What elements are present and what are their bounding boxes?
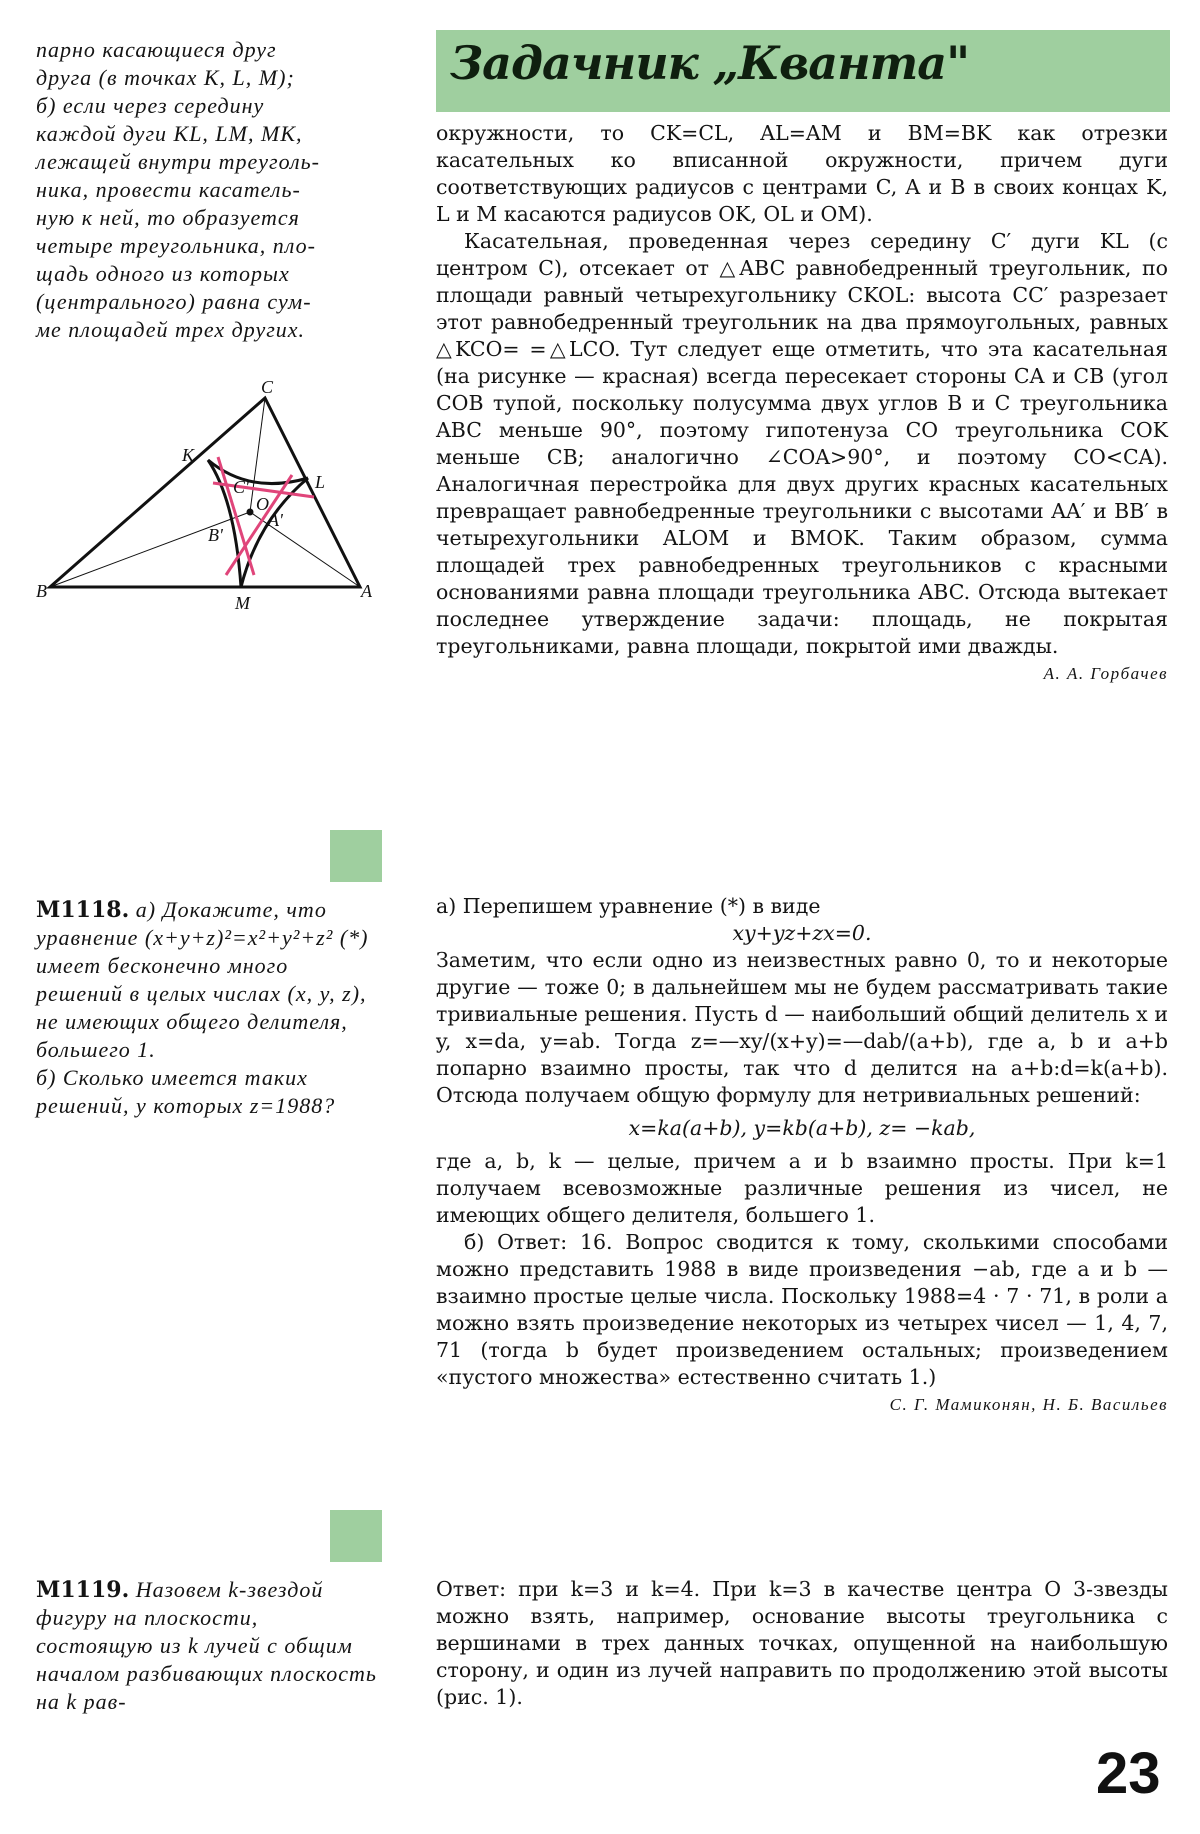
solution-1117 bbox=[436, 120, 1168, 687]
solution-1119-p1: Ответ: при k=3 и k=4. При k=3 в качестве центра O 3-звезды можно взять, например, основание высоты треугольника с вершинами в трех данных точках, опущенной на наибольшую сторону, и один из лучей направить по продолжению этой высоты (рис. 1). bbox=[436, 1577, 1168, 1709]
intro-line: каждой дуги KL, LM, MK, bbox=[36, 121, 303, 146]
intro-line: ника, провести касатель- bbox=[36, 177, 301, 202]
problem-1119-text: Назовем k-звездой фигуру на плоскости, состоящую из k лучей с общим началом разбивающих плоскость на k рав- bbox=[36, 1577, 377, 1714]
problem-1118-text-b: б) Сколько имеется таких решений, у которых z=1988? bbox=[36, 1065, 336, 1118]
problem-1118 bbox=[36, 896, 380, 1120]
intro-line: б) если через середину bbox=[36, 93, 265, 118]
solution-1117-p1: окружности, то CK=CL, AL=AM и BM=BK как отрезки касательных ко вписанной окружности, причем дуги соответствующих радиусов с центрами C, A и B в своих концах K, L и M касаются радиусов OK, OL и OM). bbox=[436, 121, 1168, 226]
label-bprime: B' bbox=[208, 525, 223, 545]
section-marker bbox=[330, 830, 382, 882]
label-o: O bbox=[256, 494, 269, 514]
intro-line: ную к ней, то образуется bbox=[36, 205, 300, 230]
intro-line: лежащей внутри треуголь- bbox=[36, 149, 320, 174]
section-marker bbox=[330, 1510, 382, 1562]
solution-1118 bbox=[436, 893, 1168, 1418]
header-band bbox=[436, 30, 1170, 112]
journal-section-title: Задачник „Кванта" bbox=[450, 36, 970, 90]
author-1117: А. А. Горбачев bbox=[1043, 664, 1168, 683]
label-k: K bbox=[182, 445, 195, 465]
equation-2: x=ka(a+b), y=kb(a+b), z= −kab, bbox=[628, 1116, 976, 1140]
author-1118: С. Г. Мамиконян, Н. Б. Васильев bbox=[889, 1395, 1168, 1414]
intro-line: парно касающиеся друг bbox=[36, 37, 277, 62]
point-o bbox=[247, 509, 254, 516]
intro-line: друга (в точках K, L, M); bbox=[36, 65, 295, 90]
intro-line: четыре треугольника, пло- bbox=[36, 233, 316, 258]
label-b: B bbox=[36, 581, 47, 601]
problem-1119 bbox=[36, 1576, 380, 1716]
label-aprime: A' bbox=[268, 510, 283, 530]
equation-1: xy+yz+zx=0. bbox=[732, 921, 872, 945]
label-m: M bbox=[235, 593, 250, 613]
label-l: L bbox=[315, 472, 326, 492]
page-number: 23 bbox=[1096, 1741, 1161, 1806]
intro-line: ме площадей трех других. bbox=[36, 317, 306, 342]
solution-1118-p1: а) Перепишем уравнение (*) в виде bbox=[436, 894, 821, 918]
solution-1117-p2: Касательная, проведенная через середину C′ дуги KL (с центром C), отсекает от △ABC равнобедренный треугольник, по площади равный четырехугольнику CKOL: высота CC′ разрезает этот равнобедренный треугольник на два прямоугольных, равных △KCO= =△LCO. Тут следует еще отметить, что эта касательная (на рисунке — красная) всегда пересекает стороны CA и CB (угол COB тупой, поскольку полусумма двух углов B и C треугольника ABC меньше 90°, поэтому гипотенуза CO треугольника COK меньше CB; аналогично ∠COA>90°, и поэтому CO<CA). Аналогичная перестройка для двух других красных касательных превращает равнобедренные треугольники с высотами AA′ и BB′ в четырехугольники ALOM и BMOK. Таким образом, сумма площадей трех равнобедренных треугольников с красными основаниями равна площади треугольника ABC. Отсюда вытекает последнее утверждение задачи: площадь, не покрытая треугольниками, равна площади, покрытой ими дважды. bbox=[436, 229, 1168, 658]
problem-1117-continuation bbox=[36, 36, 380, 344]
solution-1118-p2: Заметим, что если одно из неизвестных равно 0, то и некоторые другие — тоже 0; в дальнейшем мы не будем рассматривать такие тривиальные решения. Пусть d — наибольший общий делитель x и y, x=da, y=ab. Тогда z=—xy/(x+y)=—dab/(a+b), где a, b и a+b попарно взаимно просты, так что d делится на a+b:d=k(a+b). Отсюда получаем общую формулу для нетривиальных решений: bbox=[436, 948, 1168, 1107]
label-a: A bbox=[361, 581, 372, 601]
problem-1118-label: М1118. bbox=[36, 897, 130, 923]
solution-1118-p4: б) Ответ: 16. Вопрос сводится к тому, сколькими способами можно представить 1988 в виде произведения −ab, где a и b — взаимно простые целые числа. Поскольку 1988=4 · 7 · 71, в роли a можно взять произведение некоторых из четырех чисел — 1, 4, 7, 71 (тогда b будет произведением остальных; произведением «пустого множества» естественно считать 1.) bbox=[436, 1230, 1168, 1389]
segment-bo bbox=[50, 512, 250, 587]
problem-1118-text-a: а) Докажите, что уравнение (x+y+z)²=x²+y²+z² (*) имеет бесконечно много решений в целых числах (x, y, z), не имеющих общего делителя, большего 1. bbox=[36, 897, 369, 1062]
solution-1118-p3: где a, b, k — целые, причем a и b взаимно просты. При k=1 получаем всевозможные различные решения из чисел, не имеющих общего делителя, большего 1. bbox=[436, 1149, 1168, 1227]
solution-1119 bbox=[436, 1576, 1168, 1711]
triangle-abc bbox=[50, 398, 360, 587]
triangle-figure bbox=[30, 375, 390, 615]
intro-line: щадь одного из которых bbox=[36, 261, 290, 286]
problem-1119-label: М1119. bbox=[36, 1577, 130, 1603]
label-cprime: C' bbox=[233, 477, 249, 497]
label-c: C bbox=[261, 377, 274, 397]
intro-line: (центрального) равна сум- bbox=[36, 289, 312, 314]
